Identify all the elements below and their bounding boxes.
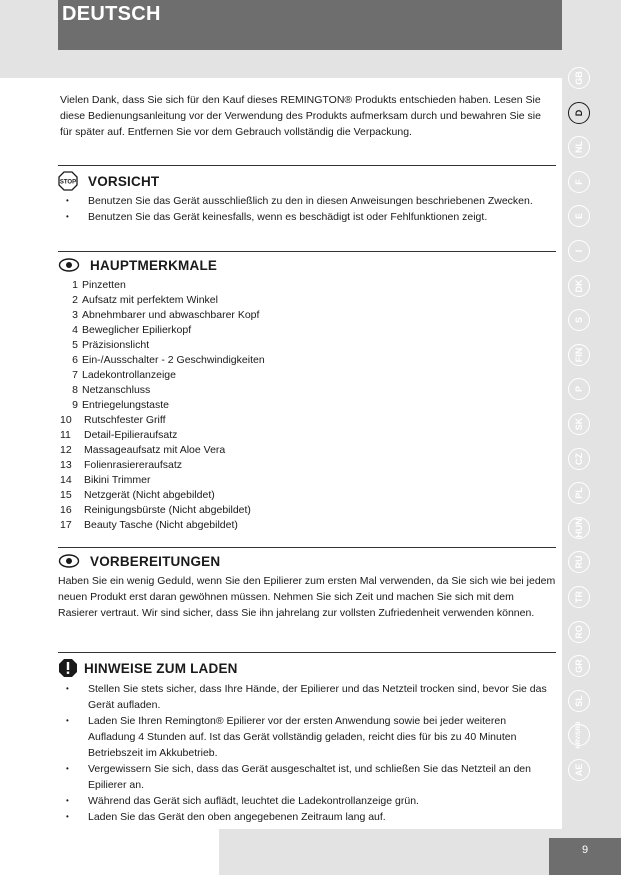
section-divider bbox=[58, 547, 556, 548]
caution-list bbox=[58, 193, 556, 225]
list-item: • Während das Gerät sich auflädt, leuchtet die Ladekontrollanzeige grün. bbox=[58, 793, 552, 809]
list-item bbox=[58, 488, 265, 503]
charging-title: HINWEISE ZUM LADEN bbox=[84, 660, 238, 676]
item-label: Abnehmbarer und abwaschbarer Kopf bbox=[82, 309, 260, 321]
charging-heading bbox=[58, 658, 238, 678]
item-label: Entriegelungstaste bbox=[82, 399, 169, 411]
list-item bbox=[58, 353, 265, 368]
list-item: • Benutzen Sie das Gerät keinesfalls, wenn es beschädigt ist oder Fehlfunktionen zeigt. bbox=[58, 209, 556, 225]
intro-text: Vielen Dank, dass Sie sich für den Kauf dieses REMINGTON® Produkts entschieden haben. Lesen Sie diese Bedienungsanleitung vor der Verwendung des Produkts aufmerksam durch und bewahren Sie sie für später auf. Entfernen Sie vor dem Gebrauch vollständig die Verpackung. bbox=[60, 94, 541, 138]
list-item: • Laden Sie Ihren Remington® Epilierer vor der ersten Anwendung sowie bei jeder weiteren Aufladung 4 Stunden auf. Ist das Gerät vollständig geladen, reicht dies für bis zu 40 Minuten Betriebszeit im Akkubetrieb. bbox=[58, 713, 552, 761]
item-label: Beweglicher Epilierkopf bbox=[82, 324, 192, 336]
list-item bbox=[58, 368, 265, 383]
list-item bbox=[58, 323, 265, 338]
language-tab-tr[interactable]: TR bbox=[568, 586, 590, 608]
page-number-box bbox=[549, 838, 621, 875]
language-tab-d[interactable]: D bbox=[568, 102, 590, 124]
list-item bbox=[58, 398, 265, 413]
item-number: 4 bbox=[72, 324, 78, 336]
item-number: 15 bbox=[60, 489, 72, 501]
item-number: 6 bbox=[72, 354, 78, 366]
list-item: • Benutzen Sie das Gerät ausschließlich zu den in diesen Anweisungen beschriebenen Zwecken. bbox=[58, 193, 556, 209]
feature-list bbox=[58, 278, 265, 533]
item-number: 17 bbox=[60, 519, 72, 531]
eye-icon bbox=[58, 553, 80, 569]
features-title: HAUPTMERKMALE bbox=[90, 257, 218, 273]
list-item bbox=[58, 308, 265, 323]
item-number: 14 bbox=[60, 474, 72, 486]
list-item bbox=[58, 413, 265, 428]
item-label: Rutschfester Griff bbox=[84, 414, 166, 426]
list-item bbox=[58, 518, 265, 533]
list-item bbox=[58, 338, 265, 353]
language-tab-ae[interactable]: AE bbox=[568, 759, 590, 781]
item-label: Beauty Tasche (Nicht abgebildet) bbox=[84, 519, 238, 531]
header-bar bbox=[58, 0, 562, 50]
item-label: Präzisionslicht bbox=[82, 339, 150, 351]
item-number: 16 bbox=[60, 504, 72, 516]
item-number: 3 bbox=[72, 309, 78, 321]
language-tab-hun[interactable]: HUN bbox=[568, 517, 590, 539]
language-tab-gr[interactable]: GR bbox=[568, 655, 590, 677]
list-item bbox=[58, 278, 265, 293]
language-tab-gb[interactable]: GB bbox=[568, 67, 590, 89]
language-tab-i[interactable]: I bbox=[568, 240, 590, 262]
language-tab-e[interactable]: E bbox=[568, 205, 590, 227]
item-number: 2 bbox=[72, 294, 78, 306]
language-tab-hrv-srb[interactable]: HRV/SRB bbox=[568, 724, 590, 746]
section-divider bbox=[58, 251, 556, 252]
item-number: 8 bbox=[72, 384, 78, 396]
item-label: Ein-/Ausschalter - 2 Geschwindigkeiten bbox=[82, 354, 265, 366]
list-item bbox=[58, 383, 265, 398]
preparation-title: VORBEREITUNGEN bbox=[90, 553, 221, 569]
language-tab-nl[interactable]: NL bbox=[568, 136, 590, 158]
list-item bbox=[58, 473, 265, 488]
item-label: Bikini Trimmer bbox=[84, 474, 151, 486]
list-item bbox=[58, 443, 265, 458]
item-label: Netzanschluss bbox=[82, 384, 151, 396]
language-tab-ro[interactable]: RO bbox=[568, 621, 590, 643]
section-divider bbox=[58, 165, 556, 166]
bottom-band-left bbox=[0, 829, 219, 875]
language-tab-sk[interactable]: SK bbox=[568, 413, 590, 435]
language-tab-p[interactable]: P bbox=[568, 378, 590, 400]
language-tab-sl[interactable]: SL bbox=[568, 690, 590, 712]
language-tab-s[interactable]: S bbox=[568, 309, 590, 331]
list-item bbox=[58, 428, 265, 443]
item-label: Folienrasiereraufsatz bbox=[84, 459, 183, 471]
item-label: Pinzetten bbox=[82, 279, 126, 291]
item-label: Aufsatz mit perfektem Winkel bbox=[82, 294, 218, 306]
list-item: • Laden Sie das Gerät den oben angegebenen Zeitraum lang auf. bbox=[58, 809, 552, 825]
list-item bbox=[58, 503, 265, 518]
language-tab-fin[interactable]: FIN bbox=[568, 344, 590, 366]
list-item: • Stellen Sie stets sicher, dass Ihre Hände, der Epilierer und das Netzteil trocken sind, bevor Sie das Gerät aufladen. bbox=[58, 681, 552, 713]
item-number: 1 bbox=[72, 279, 78, 291]
warning-icon bbox=[58, 658, 78, 678]
item-number: 12 bbox=[60, 444, 72, 456]
item-number: 11 bbox=[60, 429, 71, 441]
caution-heading bbox=[58, 171, 159, 191]
item-label: Reinigungsbürste (Nicht abgebildet) bbox=[84, 504, 251, 516]
language-tab-cz[interactable]: CZ bbox=[568, 448, 590, 470]
list-item bbox=[58, 458, 265, 473]
eye-icon bbox=[58, 257, 80, 273]
item-number: 5 bbox=[72, 339, 78, 351]
language-tab-pl[interactable]: PL bbox=[568, 482, 590, 504]
list-item bbox=[58, 293, 265, 308]
page-title: DEUTSCH bbox=[62, 3, 161, 25]
preparation-heading bbox=[58, 553, 220, 569]
section-divider bbox=[58, 652, 556, 653]
item-number: 9 bbox=[72, 399, 78, 411]
item-label: Massageaufsatz mit Aloe Vera bbox=[84, 444, 226, 456]
item-number: 7 bbox=[72, 369, 78, 381]
item-number: 10 bbox=[60, 414, 72, 426]
language-tab-f[interactable]: F bbox=[568, 171, 590, 193]
charging-list bbox=[58, 681, 552, 825]
item-label: Detail-Epilieraufsatz bbox=[84, 429, 178, 441]
item-label: Ladekontrollanzeige bbox=[82, 369, 176, 381]
item-number: 13 bbox=[60, 459, 72, 471]
features-heading bbox=[58, 257, 217, 273]
page-number: 9 bbox=[581, 844, 589, 856]
language-tab-ru[interactable]: RU bbox=[568, 551, 590, 573]
stop-icon bbox=[58, 171, 78, 191]
language-tab-dk[interactable]: DK bbox=[568, 275, 590, 297]
caution-title: VORSICHT bbox=[88, 173, 160, 189]
item-label: Netzgerät (Nicht abgebildet) bbox=[84, 489, 215, 501]
list-item: • Vergewissern Sie sich, dass das Gerät ausgeschaltet ist, und schließen Sie das Netzteil an den Epilierer an. bbox=[58, 761, 552, 793]
svg-text:STOP: STOP bbox=[59, 179, 77, 186]
preparation-text: Haben Sie ein wenig Geduld, wenn Sie den Epilierer zum ersten Mal verwenden, da Sie sich wie bei jedem neuen Produkt erst daran gewöhnen müssen. Nehmen Sie sich Zeit und machen Sie sich mit dem Rasierer vertraut. Wir sind sicher, dass Sie ihn jahrelang zur vollsten Zufriedenheit verwenden können. bbox=[58, 575, 556, 619]
